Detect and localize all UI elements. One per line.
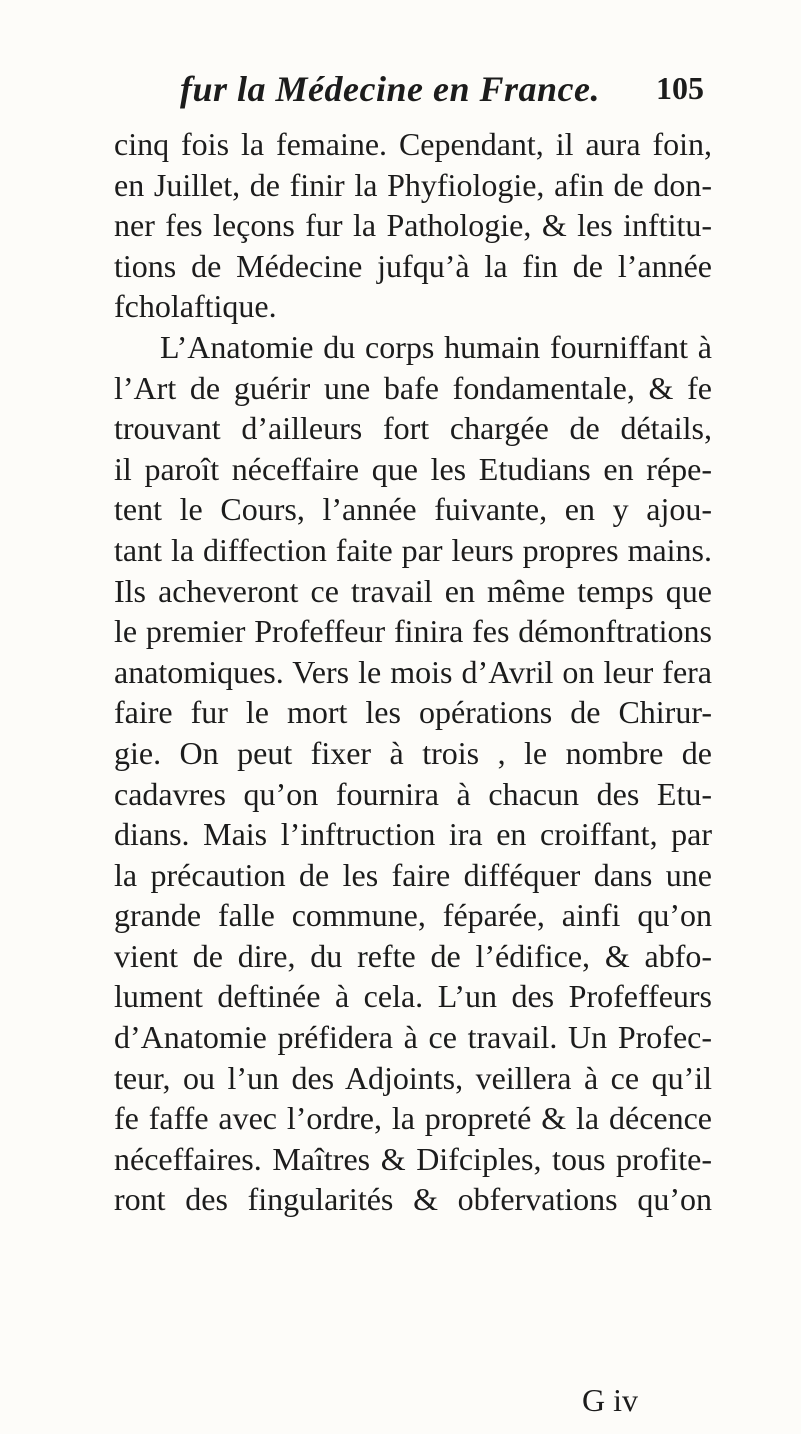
text-line: fcholaftique. bbox=[114, 288, 277, 325]
text-line: lument deftinée à cela. L’un des Profeffeurs bbox=[114, 978, 712, 1015]
text-line: ner fes leçons fur la Pathologie, & les inftitu- bbox=[114, 207, 712, 244]
text-line: ront des fingularités & obfervations qu’on bbox=[114, 1181, 712, 1218]
text-line: dians. Mais l’inftruction ira en croiffant, par bbox=[114, 816, 712, 853]
text-line: d’Anatomie préfidera à ce travail. Un Profec- bbox=[114, 1019, 712, 1056]
text-line: gie. On peut fixer à trois , le nombre de bbox=[114, 734, 712, 771]
page-number: 105 bbox=[656, 70, 704, 106]
running-title: fur la Médecine en France. bbox=[180, 69, 600, 109]
text-line: Ils acheveront ce travail en même temps que bbox=[114, 572, 712, 609]
running-head bbox=[114, 68, 704, 112]
text-line: anatomiques. Vers le mois d’Avril on leur fera bbox=[114, 653, 712, 690]
signature-mark: G iv bbox=[582, 1382, 638, 1418]
text-line: fe faffe avec l’ordre, la propreté & la décence bbox=[114, 1100, 712, 1137]
text-line: néceffaires. Maîtres & Difciples, tous profite- bbox=[114, 1140, 712, 1177]
body-text bbox=[114, 124, 712, 1220]
text-line: le premier Profeffeur finira fes démonftrations bbox=[114, 613, 712, 650]
text-line: il paroît néceffaire que les Etudians en répe- bbox=[114, 450, 712, 487]
text-line: cadavres qu’on fournira à chacun des Etu- bbox=[114, 775, 712, 812]
text-line: faire fur le mort les opérations de Chirur- bbox=[114, 694, 712, 731]
text-line: la précaution de les faire difféquer dans une bbox=[114, 856, 712, 893]
text-line: teur, ou l’un des Adjoints, veillera à ce qu’il bbox=[114, 1059, 712, 1096]
text-line: en Juillet, de finir la Phyfiologie, afin de don- bbox=[114, 166, 712, 203]
text-line: tant la diffection faite par leurs propres mains. bbox=[114, 531, 712, 568]
text-line: tions de Médecine jufqu’à la fin de l’année bbox=[114, 247, 712, 284]
text-line: cinq fois la femaine. Cependant, il aura foin, bbox=[114, 126, 712, 162]
text-line: l’Art de guérir une bafe fondamentale, & fe bbox=[114, 369, 712, 406]
text-line: grande falle commune, féparée, ainfi qu’on bbox=[114, 897, 712, 934]
text-line: L’Anatomie du corps humain fourniffant à bbox=[160, 328, 712, 365]
text-line: vient de dire, du refte de l’édifice, & abfo- bbox=[114, 937, 712, 974]
text-line: tent le Cours, l’année fuivante, en y ajou- bbox=[114, 491, 712, 528]
text-line: trouvant d’ailleurs fort chargée de détails, bbox=[114, 410, 712, 447]
